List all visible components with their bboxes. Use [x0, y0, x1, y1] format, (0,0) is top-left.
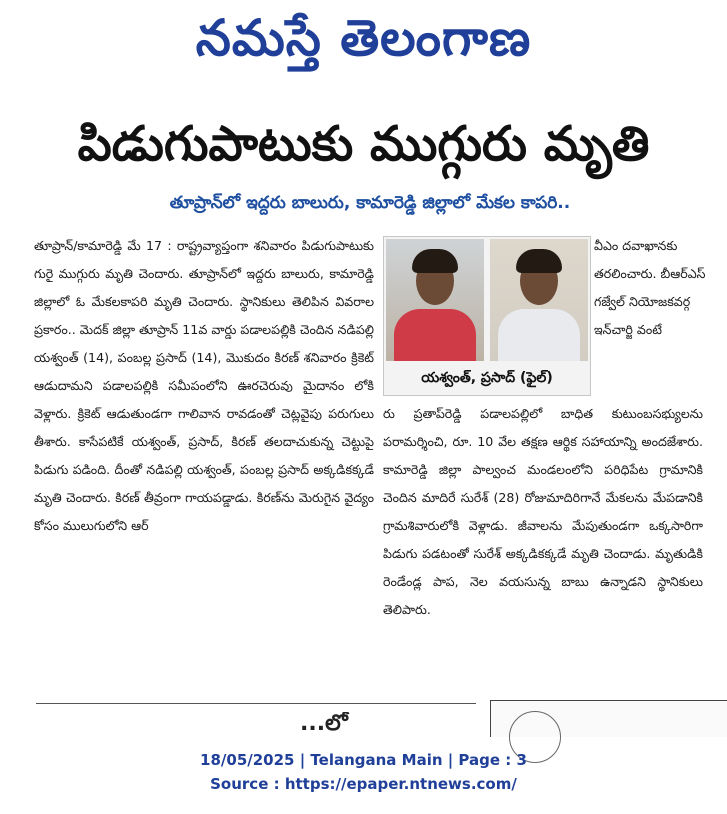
article-subheadline: తూప్రాన్‌లో ఇద్దరు బాలురు, కామారెడ్డి జిల్లాలో మేకల కాపరి..: [169, 193, 571, 213]
photo-hair-shape: [412, 249, 458, 273]
next-article-image-fragment: [490, 700, 727, 737]
article-photo: [383, 236, 591, 396]
photo-shirt-shape: [498, 309, 580, 361]
photo-hair-shape: [516, 249, 562, 273]
article-body-left-column: తూప్రాన్/కామారెడ్డి మే 17 : రాష్ట్రవ్యాప్తంగా శనివారం పిడుగుపాటుకు గురై ముగ్గురు మృతి చెందారు. తూప్రాన్‌లో ఇద్దరు బాలురు, కామారెడ్డి జిల్లాలో ఓ మేకలకాపరి మృతి చెందారు. స్థానికులు తెలిపిన వివరాల ప్రకారం.. మెదక్ జిల్లా తూప్రాన్ 11వ వార్డు పడాలపల్లికి చెందిన నడిపల్లి యశ్వంత్ (14), పంబల్ల ప్రసాద్ (14), మొకుదం కిరణ్ శనివారం క్రికెట్ ఆడుదామని పడాలపల్లికి సమీపంలోని ఊరచెరువు మైదానం లోకి వెళ్లారు. క్రికెట్ ఆడుతుండగా గాలివాన రావడంతో చెట్లవైపు పరుగులు తీశారు. కాసేపటికే యశ్వంత్, ప్రసాద్, కిరణ్ తలదాచుకున్న చెట్టుపై పిడుగు పడింది. దీంతో నడిపల్లి యశ్వంత్, పంబల్ల ప్రసాద్ అక్కడికక్కడే మృతి చెందారు. కిరణ్ తీవ్రంగా గాయపడ్డాడు. కిరణ్‌ను మెరుగైన వైద్యం కోసం ములుగులోని ఆర్: [34, 238, 374, 533]
article-body-right-column-bottom: రు ప్రతాప్‌రెడ్డి పడాలపల్లిలో బాధిత కుటుంబసభ్యులను పరామర్శించి, రూ. 10 వేల తక్షణ ఆర్థిక సహాయాన్ని అందజేశారు. కామారెడ్డి జిల్లా పాల్వంచ మండలంలోని పరిధిపేట గ్రామానికి చెందిన మాదిరే సురేశ్ (28) రోజుమాదిరిగానే మేకలను మేపడానికి గ్రామశివారులోకి వెళ్లాడు. జీవాలను మేపుతుండగా ఒక్కసారిగా పిడుగు పడటంతో సురేశ్ అక్కడికక్కడే మృతి చెందాడు. మృతుడికి రెండేండ్ల పాప, నెల వయసున్న బాబు ఉన్నాడని స్థానికులు తెలిపారు.: [383, 406, 703, 617]
article-body-right-column-top: వీఎం దవాఖానకు తరలించారు. బీఆర్ఎస్ గజ్వేల్ నియోజకవర్గ ఇన్‌చార్జి వంటే: [594, 238, 706, 337]
photo-boy-prasad: [490, 239, 588, 361]
page-footer: [0, 748, 727, 802]
photo-caption: యశ్వంత్, ప్రసాద్ (ఫైల్): [421, 370, 553, 386]
next-article-headline-fragment: ...లో: [300, 712, 348, 736]
photo-boy-yashwanth: [386, 239, 484, 361]
section-divider: [36, 703, 476, 704]
footer-source-link[interactable]: Source : https://epaper.ntnews.com/: [210, 775, 517, 793]
footer-date-edition: 18/05/2025 | Telangana Main | Page : 3: [200, 751, 527, 769]
article-headline: పిడుగుపాటుకు ముగ్గురు మృతి: [77, 116, 650, 172]
photo-shirt-shape: [394, 309, 476, 361]
masthead-title: నమస్తే తెలంగాణ: [195, 9, 532, 67]
